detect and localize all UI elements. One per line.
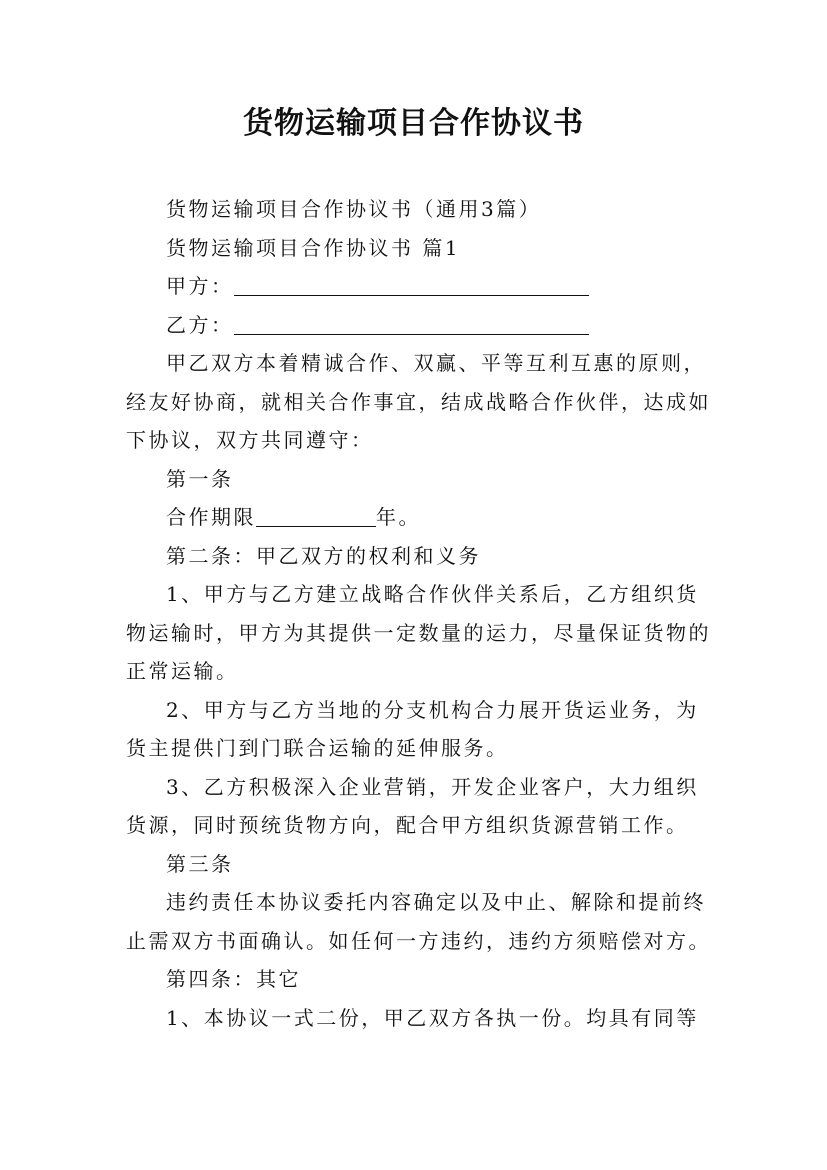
- term-prefix: 合作期限: [166, 505, 256, 529]
- party-b-label: 乙方：: [166, 312, 234, 337]
- article-two-item-1: 1、甲方与乙方建立战略合作伙伴关系后，乙方组织货物运输时，甲方为其提供一定数量的运力，尽量保证货物的正常运输。: [126, 582, 711, 683]
- party-a-label: 甲方：: [166, 274, 234, 298]
- article-one-heading: 第一条: [166, 466, 234, 491]
- article-two-item-2: 2、甲方与乙方当地的分支机构合力展开货运业务，为货主提供门到门联合运输的延伸服务。: [126, 697, 699, 760]
- document-body: [126, 190, 718, 1037]
- term-suffix: 年。: [376, 505, 421, 529]
- article-four-heading: 第四条：其它: [166, 967, 301, 991]
- paragraph-section-heading: 货物运输项目合作协议书 篇1: [166, 235, 461, 260]
- article-two-item-3: 3、乙方积极深入企业营销，开发企业客户，大力组织货源，同时预统货物方向，配合甲方组织货源营销工作。: [126, 774, 699, 837]
- article-three-text: 违约责任本协议委托内容确定以及中止、解除和提前终止需双方书面确认。如任何一方违约，违约方须赔偿对方。: [126, 890, 711, 953]
- party-b-line: [126, 306, 718, 345]
- article-two-heading: 第二条：甲乙双方的权利和义务: [166, 543, 481, 568]
- article-three-heading: 第三条: [166, 851, 234, 876]
- party-a-blank: [234, 275, 589, 296]
- paragraph-preamble: 甲乙双方本着精诚合作、双赢、平等互利互惠的原则，经友好协商，就相关合作事宜，结成战略合作伙伴，达成如下协议，双方共同遵守：: [126, 351, 711, 452]
- party-a-line: [126, 267, 718, 306]
- article-four-item-1: 1、本协议一式二份，甲乙双方各执一份。均具有同等: [166, 1005, 699, 1030]
- term-blank: [256, 506, 376, 527]
- document-title: 货物运输项目合作协议书: [243, 106, 584, 141]
- term-line: [126, 498, 718, 537]
- paragraph-subtitle: 货物运输项目合作协议书（通用3篇）: [166, 197, 542, 221]
- party-b-blank: [234, 314, 589, 335]
